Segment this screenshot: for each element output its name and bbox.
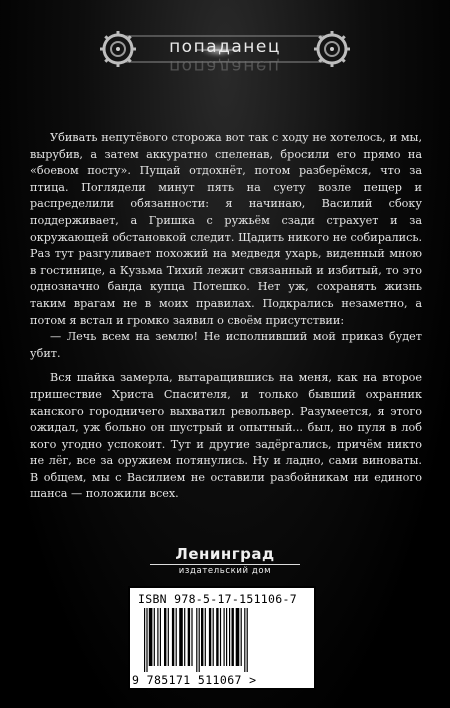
series-logo <box>100 26 350 90</box>
isbn-number: ISBN 978-5-17-151106-7 <box>138 592 297 606</box>
ean-number: 9 785171 511067 > <box>132 673 257 687</box>
barcode-bars-icon <box>140 608 304 672</box>
blurb-paragraph: Вся шайка замерла, вытаращившись на меня, как на второе пришествие Христа Спасителя, и только бывший охранник канского городничего выхватил револьвер. Разумеется, я этого ожидал, уж больно он шустрый и опытный... был, но пуля в лоб кого угодно успокоит. Тут и другие задёргались, причём никто не лёг, все за оружием потянулись. Ну и ладно, сами виноваты. В общем, мы с Василием не оставили разбойникам ни единого шанса — положили всех. <box>30 371 422 501</box>
series-title: попаданец <box>169 37 281 57</box>
publisher-subtitle: издательский дом <box>178 566 272 576</box>
isbn-barcode <box>128 586 316 690</box>
blurb-paragraph: — Лечь всем на землю! Не исполнивший мой приказ будет убит. <box>30 330 422 360</box>
blurb-text <box>30 130 422 511</box>
publisher-logo <box>150 546 300 582</box>
series-title-reflection: попаданец <box>169 56 281 76</box>
blurb-paragraph: Убивать непутёвого сторожа вот так с ходу не хотелось, и мы, вырубив, а затем аккуратно спеленав, бросили его прямо на «боевом посту». Пущай отдохнёт, потом разберёмся, что за птица. Поглядели минут пять на суету возле пещер и распределили обязанности: я начинаю, Василий сбоку поддерживает, а Гришка с ружьём сзади страхует и за окружающей обстановкой следит. Щадить никого не собирались. Раз тут разгуливает похожий на медведя ухарь, виденный мною в гостинице, а Кузьма Тихий лежит связанный и избитый, то это однозначно банда купца Потешко. Нет уж, сохранять жизнь таким врагам не в моих правилах. Подкрались незаметно, а потом я встал и громко заявил о своём присутствии: <box>30 131 422 327</box>
publisher-name: Ленинград <box>150 546 300 565</box>
